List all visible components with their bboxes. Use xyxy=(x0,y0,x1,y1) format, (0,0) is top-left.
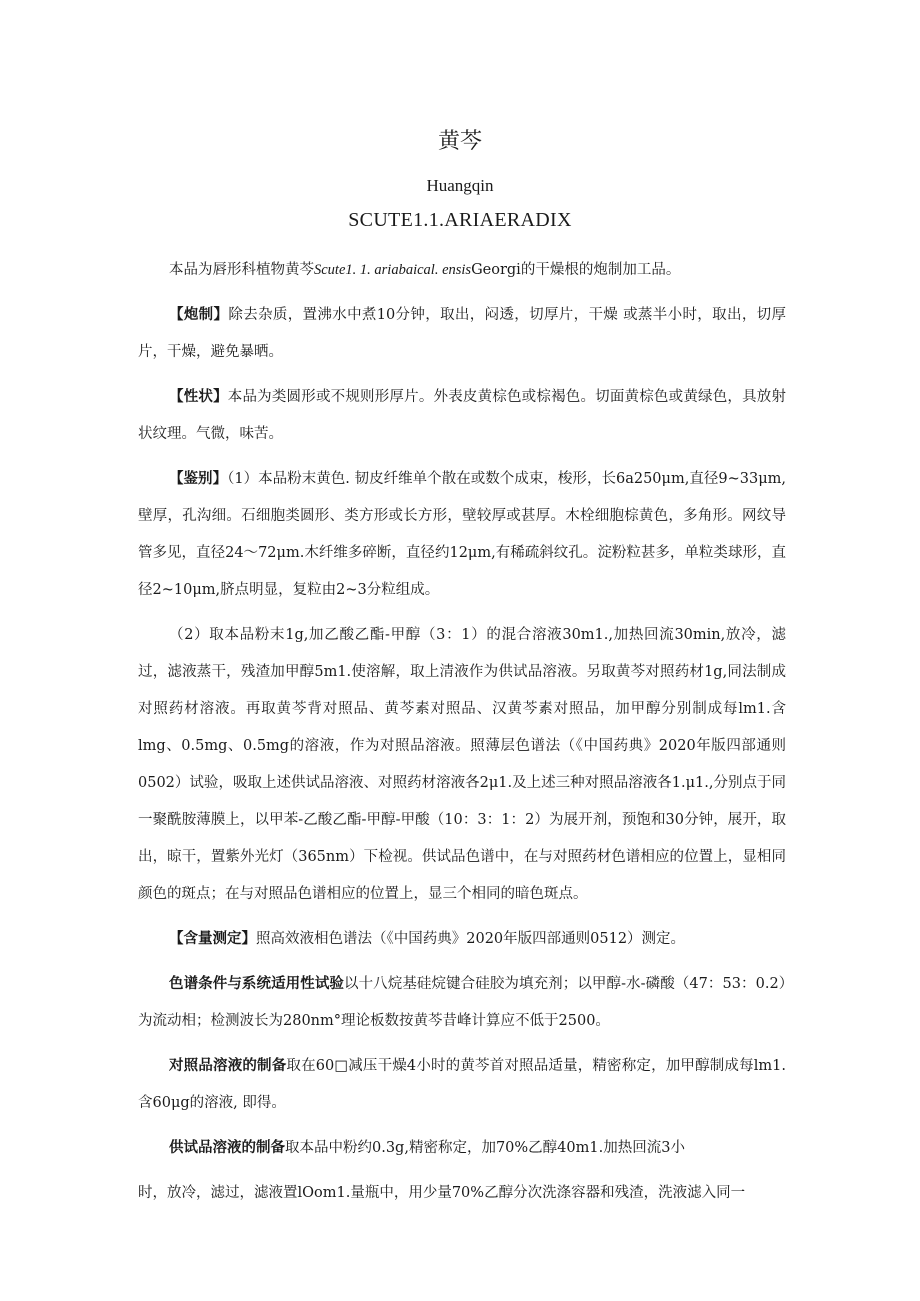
gongshi-label: 供试品溶液的制备 xyxy=(169,1140,285,1156)
hanliang-text: 照高效液相色谱法（《中国药典》2020年版四部通则0512）测定。 xyxy=(256,931,686,947)
paozhi-label: 【炮制】 xyxy=(169,307,229,323)
page-title: 黄芩 xyxy=(437,129,482,154)
jianbie-text2: （2）取本品粉末1g,加乙酸乙酯-甲醇（3：1）的混合溶液30m1.,加热回流30min,放冷，滤过，滤液蒸干，残渣加甲醇5m1.使溶解，取上清液作为供试品溶液。另取黄芩对照药材1g,同法制成对照药材溶液。再取黄芩背对照品、黄芩素对照品、汉黄芩素对照品，加甲醇分别制成每lm1.含lmg、0.5mg、0.5mg的溶液，作为对照品溶液。照薄层色谱法（《中国药典》2020年版四部通则0502）试验，吸取上述供试品溶液、对照药材溶液各2μ1.及上述三种对照品溶液各1.μ1.,分别点于同一聚酰胺薄膜上，以甲苯-乙酸乙酯-甲醇-甲酸（10：3：1：2）为展开剂，预饱和30分钟，展开，取出，晾干，置紫外光灯（365nm）下检视。供试品色谱中，在与对照药材色谱相应的位置上，显相同颜色的斑点；在与对照品色谱相应的位置上，显三个相同的暗色斑点。 xyxy=(138,627,786,902)
jianbie-label: 【鉴别】 xyxy=(169,471,228,487)
xingzhuang-text: 本品为类圆形或不规则形厚片。外表皮黄棕色或棕褐色。切面黄棕色或黄绿色，具放射状纹理。气微，味苦。 xyxy=(138,389,786,442)
intro-paragraph xyxy=(138,252,786,289)
sepu-label: 色谱条件与系统适用性试验 xyxy=(169,976,344,992)
pinyin-title: Huangqin xyxy=(426,176,494,195)
jianbie-paragraph xyxy=(138,461,786,609)
hanliang-paragraph xyxy=(138,921,786,958)
gongshi-continuation xyxy=(138,1175,786,1212)
jianbie-text: （1）本品粉末黄色. 韧皮纤维单个散在或数个成束，梭形，长6a250μm,直径9~33μm,壁厚，孔沟细。石细胞类圆形、类方形或长方形，壁较厚或甚厚。木栓细胞棕黄色，多角形。网纹导管多见，直径24～72μm.木纤维多碎断，直径约12μm,有稀疏斜纹孔。淀粉粒甚多，单粒类球形，直径2~10μm,脐点明显，复粒由2~3分粒组成。 xyxy=(138,471,786,598)
gongshi-text: 取本品中粉约0.3g,精密称定，加70%乙醇40m1.加热回流3小 xyxy=(285,1140,685,1156)
xingzhuang-paragraph xyxy=(138,379,786,453)
duizhao-paragraph xyxy=(138,1048,786,1122)
jianbie-tlc-paragraph xyxy=(138,617,786,913)
duizhao-label: 对照品溶液的制备 xyxy=(169,1058,287,1074)
xingzhuang-label: 【性状】 xyxy=(169,389,228,405)
gongshi-paragraph xyxy=(138,1130,786,1167)
intro-post: Georgi的干燥根的炮制加工品。 xyxy=(471,262,681,278)
intro-pre: 本品为唇形科植物黄芩 xyxy=(169,262,314,278)
paozhi-paragraph xyxy=(138,297,786,371)
duizhao-text: 取在60□减压干燥4小时的黄芩首对照品适量，精密称定，加甲醇制成每lm1.含60μg的溶液, 即得。 xyxy=(138,1058,786,1111)
hanliang-label: 【含量测定】 xyxy=(169,931,256,947)
latin-title: SCUTE1.1.ARIAERADIX xyxy=(348,209,572,231)
sepu-paragraph xyxy=(138,966,786,1040)
paozhi-text: 除去杂质，置沸水中煮10分钟，取出，闷透，切厚片，干燥 或蒸半小时，取出，切厚片，干燥，避免暴晒。 xyxy=(138,307,786,360)
document-body xyxy=(138,252,786,1212)
gongshi-text-cont: 时，放冷，滤过，滤液置lOom1.量瓶中，用少量70%乙醇分次洗涤容器和残渣，洗液滤入同一 xyxy=(138,1185,746,1201)
sepu-text: 以十八烷基硅烷键合硅胶为填充剂；以甲醇-水-磷酸（47：53：0.2）为流动相；检测波长为280nm°理论板数按黄芩昔峰计算应不低于2500。 xyxy=(138,976,786,1029)
intro-latin-name: Scute1. 1. ariabaical. ensis xyxy=(314,262,472,278)
